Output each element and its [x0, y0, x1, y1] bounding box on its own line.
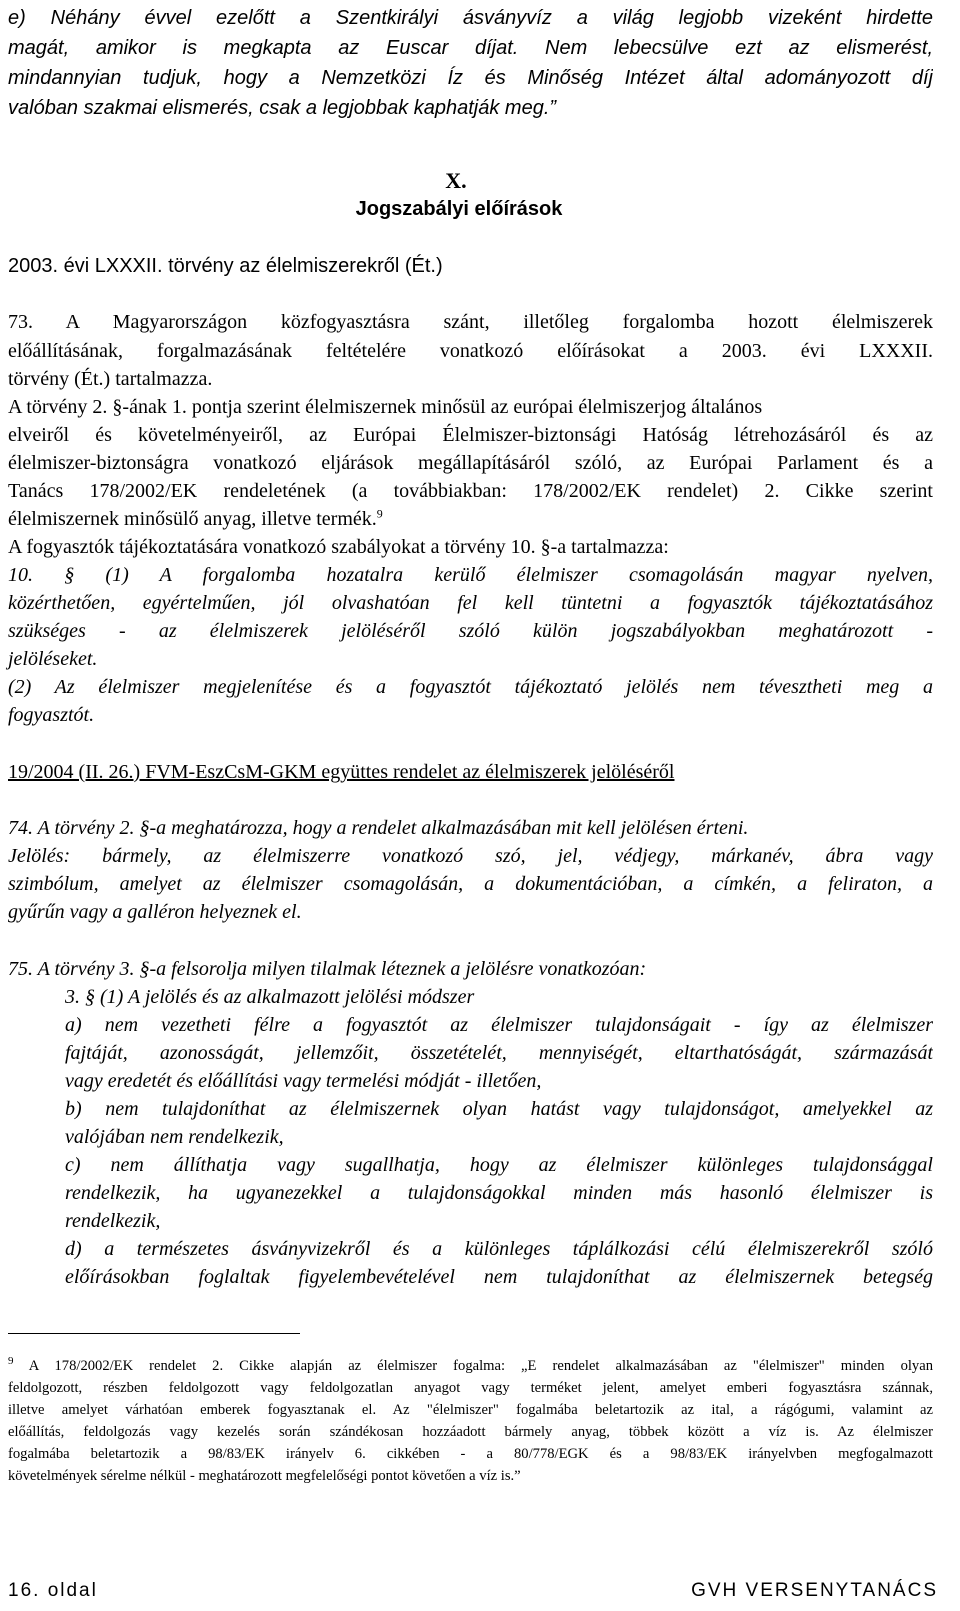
text-line: A törvény 2. §-ának 1. pontja szerint élelmiszernek minősül az európai élelmiszerjog általános [8, 396, 763, 418]
text-line: a) nem vezetheti félre a fogyasztót az élelmiszer tulajdonságait - így az élelmiszer [65, 1014, 933, 1036]
text-span: A 178/2002/EK rendelet 2. Cikke alapján az élelmiszer fogalma: „E rendelet alkalmazásában az "élelmiszer" minden olyan [28, 1358, 933, 1374]
text-line: 10. § (1) A forgalomba hozatalra kerülő élelmiszer csomagolásán magyar nyelven, [8, 564, 933, 586]
footnote-number: 9 [8, 1355, 14, 1368]
text-line: előírásokban foglaltak figyelembevételével nem tulajdoníthat az élelmiszernek betegség [65, 1266, 933, 1288]
law-heading: 2003. évi LXXXII. törvény az élelmiszerekről (Ét.) [8, 255, 443, 277]
text-line: c) nem állíthatja vagy sugallhatja, hogy az élelmiszer különleges tulajdonsággal [65, 1154, 933, 1176]
text-line: törvény (Ét.) tartalmazza. [8, 368, 213, 390]
text-line: b) nem tulajdoníthat az élelmiszernek olyan hatást vagy tulajdonságot, amelyekkel az [65, 1098, 933, 1120]
text-line: jelöléseket. [8, 648, 98, 670]
chapter-title: Jogszabályi előírások [355, 198, 563, 220]
text-line: előállításának, forgalmazásának feltételére vonatkozó előírásokat a 2003. évi LXXXII. [8, 340, 933, 362]
footnote-line: követelmények sérelme nélkül - meghatározott megfelelőségi pontot követően a víz is.” [8, 1468, 521, 1484]
intro-line: mindannyian tudjuk, hogy a Nemzetközi Íz és Minőség Intézet által adományozott díj [8, 67, 933, 89]
footnote-reference: 9 [376, 506, 383, 521]
intro-line: magát, amikor is megkapta az Euscar díjat. Nem lebecsülve ezt az elismerést, [8, 37, 933, 59]
text-line: d) a természetes ásványvizekről és a különleges táplálkozási célú élelmiszerekről szóló [65, 1238, 933, 1260]
text-line: szimbólum, amelyet az élelmiszer csomagolásán, a dokumentációban, a címkén, a feliraton, a [8, 873, 933, 895]
footnote-line [8, 1355, 933, 1377]
text-line: 74. A törvény 2. §-a meghatározza, hogy a rendelet alkalmazásában mit kell jelölésen érteni. [8, 817, 749, 839]
footnote-separator [8, 1333, 300, 1334]
footnote-line: fogalmába beletartozik a 98/83/EK irányelv 6. cikkében - a 80/778/EGK és a 98/83/EK irányelvben megfogalmazott [8, 1446, 933, 1462]
footnote-line: feldolgozott, részben feldolgozott vagy feldolgozatlan anyagot vagy terméket jelent, amelyet emberi fogyasztásra szánnak, [8, 1380, 933, 1396]
text-span: élelmiszernek minősülő anyag, illetve termék. [8, 508, 377, 530]
text-line: közérthetően, egyértelműen, jól olvashatóan fel kell tüntetni a fogyasztók tájékoztatásához [8, 592, 933, 614]
text-line: vagy eredetét és előállítási vagy termelési módját - illetően, [65, 1070, 542, 1092]
text-line: 3. § (1) A jelölés és az alkalmazott jelölési módszer [65, 986, 475, 1008]
text-line: szükséges - az élelmiszerek jelöléséről szóló külön jogszabályokban meghatározott - [8, 620, 933, 642]
text-line: rendelkezik, [65, 1210, 161, 1232]
text-line: 75. A törvény 3. §-a felsorolja milyen tilalmak léteznek a jelölésre vonatkozóan: [8, 958, 647, 980]
text-line: A fogyasztók tájékoztatására vonatkozó szabályokat a törvény 10. §-a tartalmazza: [8, 536, 669, 558]
text-line: (2) Az élelmiszer megjelenítése és a fogyasztót tájékoztató jelölés nem tévesztheti meg a [8, 676, 933, 698]
chapter-number: X. [445, 168, 467, 193]
text-line: fogyasztót. [8, 704, 95, 726]
text-line: fajtáját, azonosságát, jellemzőit, összetételét, mennyiségét, eltarthatóságát, származását [65, 1042, 933, 1064]
intro-line: e) Néhány évvel ezelőtt a Szentkirályi ásványvíz a világ legjobb vizeként hirdette [8, 7, 933, 29]
text-line: élelmiszer-biztonságra vonatkozó eljárások megállapításáról szóló, az Európai Parlament és a [8, 452, 933, 474]
footnote-line: előállítás, feldolgozás vagy kezelés során szándékosan hozzáadott bármely anyag, többek között a víz is. Az élelmiszer [8, 1424, 933, 1440]
intro-line: valóban szakmai elismerés, csak a legjobbak kaphatják meg.” [8, 97, 557, 119]
page-number: 16. oldal [8, 1580, 98, 1601]
text-line: 73. A Magyarországon közfogyasztásra szánt, illetőleg forgalomba hozott élelmiszerek [8, 311, 933, 333]
text-line: Tanács 178/2002/EK rendeletének (a továbbiakban: 178/2002/EK rendelet) 2. Cikke szerint [8, 480, 933, 502]
footer-organization: GVH VERSENYTANÁCS [691, 1580, 938, 1601]
text-line: Jelölés: bármely, az élelmiszerre vonatkozó szó, jel, védjegy, márkanév, ábra vagy [8, 845, 933, 867]
text-line: rendelkezik, ha ugyanezekkel a tulajdonságokkal minden más hasonló élelmiszer is [65, 1182, 933, 1204]
text-line: valójában nem rendelkezik, [65, 1126, 284, 1148]
text-line [8, 505, 933, 533]
footnote-line: illetve amelyet várhatóan emberek fogyasztanak el. Az "élelmiszer" fogalmába beletartozik az ital, a rágógumi, valamint az [8, 1402, 933, 1418]
text-line: elveiről és követelményeiről, az Európai Élelmiszer-biztonsági Hatóság létrehozásáról és az [8, 424, 933, 446]
text-line: gyűrűn vagy a galléron helyeznek el. [8, 901, 302, 923]
decree-heading: 19/2004 (II. 26.) FVM-EszCsM-GKM együttes rendelet az élelmiszerek jelöléséről [8, 761, 675, 783]
